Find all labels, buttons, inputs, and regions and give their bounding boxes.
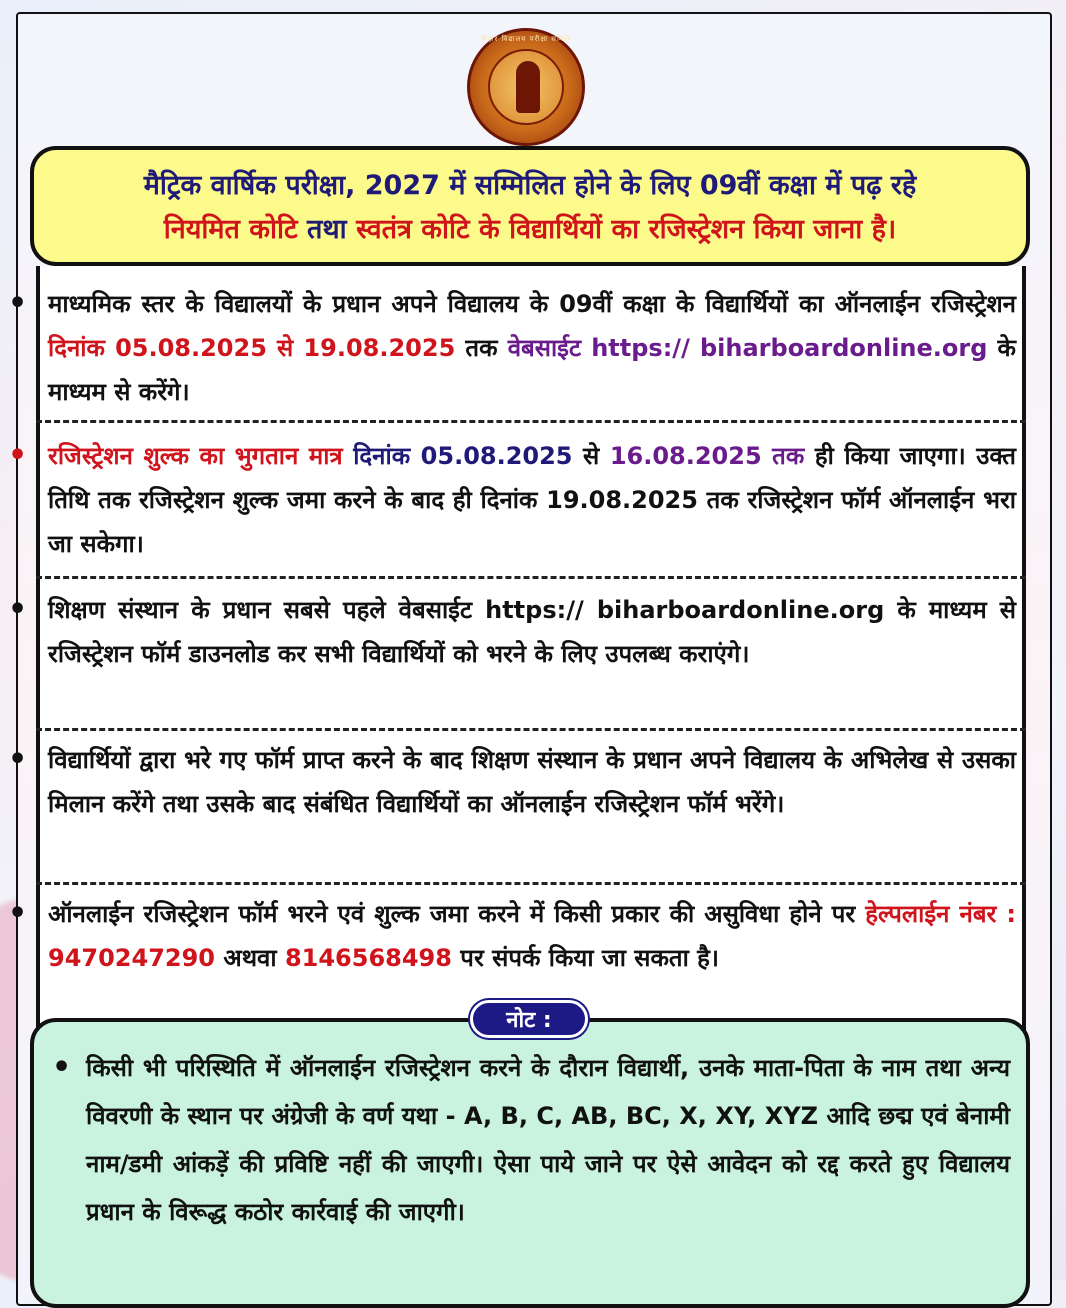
bullet-icon: • — [8, 896, 28, 931]
bullet-icon: • — [52, 1050, 72, 1085]
board-seal-logo — [467, 28, 585, 146]
bullet-icon: • — [8, 592, 28, 627]
note-text: • किसी भी परिस्थिति में ऑनलाईन रजिस्ट्रेशन करने के दौरान विद्यार्थी, उनके माता-पिता के नाम तथा अन्य विवरणी के स्थान पर अंग्रेजी के वर्ण यथा - A, B, C, AB, BC, X, XY, XYZ आदि छद्म एवं बेनामी नाम/डमी आंकड़ें की प्रविष्टि नहीं की जाएगी। ऐसा पाये जाने पर ऐसे आवेदन को रद्द करते हुए विद्यालय प्रधान के विरूद्ध कठोर कार्रवाई की जाएगी। — [86, 1044, 1010, 1236]
note-badge: नोट : — [470, 1000, 588, 1038]
instruction-item-4: • विद्यार्थियों द्वारा भरे गए फॉर्म प्राप्त करने के बाद शिक्षण संस्थान के प्रधान अपने विद्यालय के अभिलेख से उसका मिलान करेंगे तथा उसके बाद संबंधित विद्यार्थियों का ऑनलाईन रजिस्ट्रेशन फॉर्म भरेंगे। — [48, 738, 1016, 826]
instruction-item-3: • शिक्षण संस्थान के प्रधान सबसे पहले वेबसाईट https:// biharboardonline.org के माध्यम से रजिस्ट्रेशन फॉर्म डाउनलोड कर सभी विद्यार्थियों को भरने के लिए उपलब्ध कराएंगे। — [48, 588, 1016, 676]
headline-line-1: मैट्रिक वार्षिक परीक्षा, 2027 में सम्मिलित होने के लिए 09वीं कक्षा में पढ़ रहे — [143, 170, 917, 201]
headline-line-2: नियमित कोटि तथा स्वतंत्र कोटि के विद्यार्थियों का रजिस्ट्रेशन किया जाना है। — [163, 214, 897, 245]
instruction-item-1: • माध्यमिक स्तर के विद्यालयों के प्रधान अपने विद्यालय के 09वीं कक्षा के विद्यार्थियों का ऑनलाईन रजिस्ट्रेशन दिनांक 05.08.2025 से 19.08.2025 तक वेबसाईट https:// biharboardonline.org के माध्यम से करेंगे। — [48, 282, 1016, 414]
helpline-number: हेल्पलाईन नंबर : 9470247290 — [48, 900, 1016, 972]
divider — [36, 420, 1026, 423]
instruction-item-5: • ऑनलाईन रजिस्ट्रेशन फॉर्म भरने एवं शुल्क जमा करने में किसी प्रकार की असुविधा होने पर हेल्पलाईन नंबर : 9470247290 अथवा 8146568498 पर संपर्क किया जा सकता है। — [48, 892, 1016, 980]
bullet-icon: • — [8, 286, 28, 321]
helpline-number-alt: 8146568498 — [284, 944, 452, 972]
bullet-icon: • — [8, 438, 28, 473]
seal-figure-icon — [516, 61, 540, 113]
bullet-icon: • — [8, 742, 28, 777]
seal-ring-text: बिहार विद्यालय परीक्षा समिति — [481, 35, 571, 43]
seal-inner — [488, 49, 564, 125]
instruction-item-2: • रजिस्ट्रेशन शुल्क का भुगतान मात्र दिनांक 05.08.2025 से 16.08.2025 तक ही किया जाएगा। उक्त तिथि तक रजिस्ट्रेशन शुल्क जमा करने के बाद ही दिनांक 19.08.2025 तक रजिस्ट्रेशन फॉर्म ऑनलाईन भरा जा सकेगा। — [48, 434, 1016, 566]
divider — [36, 576, 1026, 579]
divider — [36, 882, 1026, 885]
divider — [36, 728, 1026, 731]
website-link[interactable]: वेबसाईट https:// biharboardonline.org — [507, 334, 988, 362]
notice-headline — [30, 146, 1030, 266]
